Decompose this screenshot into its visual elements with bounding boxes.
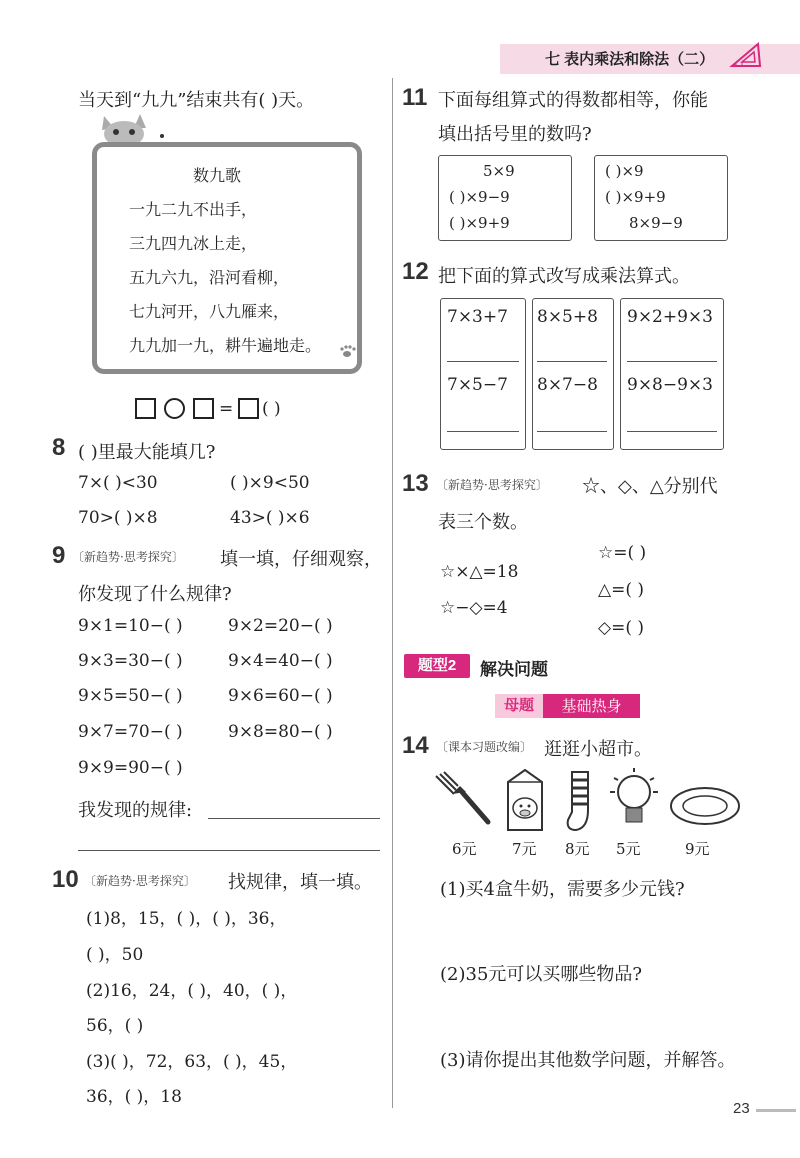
equation: 9×4=40−( ) [228, 651, 333, 671]
expression: 9×8−9×3 [627, 375, 713, 395]
answer-line[interactable] [447, 431, 519, 432]
answer-line[interactable] [627, 361, 717, 362]
rhyme-line: 九九加一九，耕牛遍地走。 [129, 336, 322, 355]
question-text: 把下面的算式改写成乘法算式。 [438, 266, 690, 287]
equation-group-box [594, 155, 728, 241]
question-number: 11 [402, 84, 428, 111]
price-bulb: 5元 [616, 840, 641, 858]
inequality: ( )×9<50 [230, 473, 310, 493]
section-title: 解决问题 [480, 660, 548, 679]
question-text: 下面每组算式的得数都相等，你能 [438, 90, 708, 111]
milk-carton-icon [500, 768, 550, 834]
question-number: 13 [402, 470, 429, 497]
inequality: 7×( )<30 [78, 473, 158, 493]
rewrite-box [440, 298, 526, 450]
equation: 9×3=30−( ) [78, 651, 183, 671]
sequence-line: (2)16，24，( )，40，( )， [86, 981, 298, 1001]
equation: ( )×9 [605, 162, 644, 180]
rewrite-box [532, 298, 614, 450]
equation: ( )×9−9 [449, 188, 510, 206]
question-text: 表三个数。 [438, 512, 528, 533]
answer-line[interactable] [78, 850, 380, 851]
equation: ☆×△=18 [440, 562, 519, 582]
light-bulb-icon [608, 764, 660, 836]
rhyme-line: 五九六九，沿河看柳， [129, 268, 290, 287]
sequence-line: (3)( )，72，63，( )，45， [86, 1052, 298, 1072]
question-tag: 〔新趋势·思考探究〕 [84, 874, 196, 888]
equation: 9×8=80−( ) [228, 722, 333, 742]
column-divider [392, 78, 393, 1108]
equation: 9×1=10−( ) [78, 616, 183, 636]
expression: 8×5+8 [537, 307, 598, 327]
sequence-line: 56，( ) [86, 1016, 144, 1036]
question-text: 填一填，仔细观察， [220, 549, 382, 570]
equals-sign: = [219, 399, 234, 419]
equation: 9×9=90−( ) [78, 758, 183, 778]
question-text: 填出括号里的数吗? [438, 124, 592, 145]
mother-label: 母题 [495, 694, 543, 718]
equation: 5×9 [483, 162, 515, 180]
page-number-bar [756, 1109, 796, 1112]
question-tag: 〔课本习题改编〕 [436, 740, 533, 754]
question-number: 12 [402, 258, 429, 285]
equation: ( )×9+9 [449, 214, 510, 232]
blank-square[interactable] [238, 398, 259, 419]
question-number: 8 [52, 434, 66, 461]
question-number: 9 [52, 542, 66, 569]
sequence-line: ( )，50 [86, 945, 144, 965]
intro-line: 当天到“九九”结束共有( )天。 [78, 90, 315, 111]
answer-line[interactable] [537, 431, 607, 432]
plate-icon [666, 784, 744, 828]
answer-diamond: ◇=( ) [598, 618, 644, 638]
rhyme-line: 三九四九冰上走， [129, 234, 258, 253]
price-milk: 7元 [512, 840, 537, 858]
answer-triangle: △=( ) [598, 580, 644, 600]
inequality: 70>( )×8 [78, 508, 158, 528]
expression: 8×7−8 [537, 375, 598, 395]
question-text: 你发现了什么规律? [78, 584, 232, 605]
fork-icon [430, 770, 494, 830]
price-sock: 8元 [565, 840, 590, 858]
expression: 7×3+7 [447, 307, 508, 327]
answer-line[interactable] [627, 431, 717, 432]
answer-line[interactable] [447, 361, 519, 362]
expression: 7×5−7 [447, 375, 508, 395]
price-plate: 9元 [685, 840, 710, 858]
warmup-label: 基础热身 [543, 694, 640, 718]
mother-badge [495, 694, 640, 718]
blank-square[interactable] [193, 398, 214, 419]
paw-print-icon [337, 343, 357, 359]
rhyme-box [92, 142, 362, 374]
sequence-line: (1)8，15，( )，( )，36， [86, 909, 287, 929]
question-number: 10 [52, 866, 79, 893]
question-tag: 〔新趋势·思考探究〕 [72, 550, 184, 564]
rewrite-box [620, 298, 724, 450]
section-type-badge: 题型2 [404, 654, 470, 678]
question-number: 14 [402, 732, 429, 759]
rhyme-line: 一九二九不出手， [129, 200, 258, 219]
sock-icon [562, 770, 602, 834]
sequence-line: 36，( )，18 [86, 1087, 182, 1107]
rhyme-line: 七九河开，八九雁来， [129, 302, 290, 321]
equation: 9×5=50−( ) [78, 686, 183, 706]
price-fork: 6元 [452, 840, 477, 858]
answer-paren: ( ) [262, 399, 281, 419]
answer-line[interactable] [537, 361, 607, 362]
triangle-ruler-icon [728, 40, 764, 70]
question-text: 逛逛小超市。 [544, 739, 652, 760]
expression: 9×2+9×3 [627, 307, 713, 327]
blank-circle[interactable] [164, 398, 185, 419]
equation-group-box [438, 155, 572, 241]
equation: 8×9−9 [629, 214, 683, 232]
answer-line[interactable] [208, 818, 380, 819]
rule-label: 我发现的规律: [78, 800, 193, 821]
question-text: ☆、◇、△分别代 [582, 476, 718, 497]
question-text: 找规律，填一填。 [228, 872, 372, 893]
equation: 9×6=60−( ) [228, 686, 333, 706]
page-number: 23 [733, 1100, 750, 1117]
equation: ( )×9+9 [605, 188, 666, 206]
question-text: ( )里最大能填几? [78, 442, 216, 463]
sub-question: (3)请你提出其他数学问题，并解答。 [440, 1050, 736, 1071]
equation: ☆−◇=4 [440, 598, 508, 618]
sub-question: (1)买4盒牛奶，需要多少元钱? [440, 879, 685, 900]
sub-question: (2)35元可以买哪些物品? [440, 964, 643, 985]
blank-square[interactable] [135, 398, 156, 419]
equation: 9×7=70−( ) [78, 722, 183, 742]
inequality: 43>( )×6 [230, 508, 310, 528]
answer-star: ☆=( ) [598, 543, 647, 563]
chapter-title: 七 表内乘法和除法（二） [545, 51, 715, 68]
question-tag: 〔新趋势·思考探究〕 [436, 478, 548, 492]
equation: 9×2=20−( ) [228, 616, 333, 636]
rhyme-title: 数九歌 [193, 166, 242, 185]
